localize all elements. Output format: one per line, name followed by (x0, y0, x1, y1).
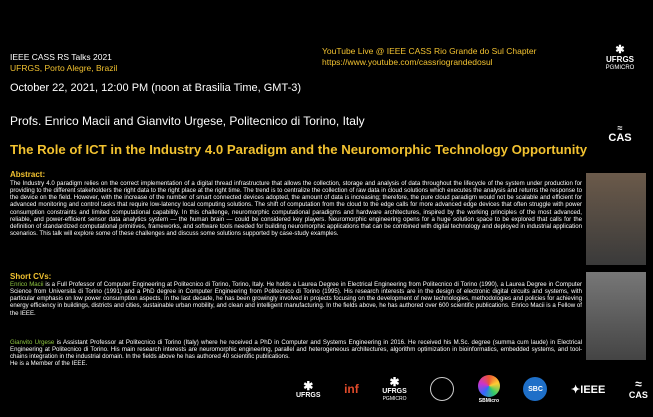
ufrgs-pgmicro-logo (598, 46, 642, 73)
ufrgs-emblem-icon: ✱ (615, 44, 625, 56)
speaker-photo-macii (586, 173, 646, 265)
ufrgs-emblem-icon: ✱ (303, 378, 314, 393)
cv-macii (10, 281, 582, 317)
ufrgs-pgmicro-logo-bottom (382, 376, 407, 402)
ufrgs-emblem-icon: ✱ (389, 375, 400, 389)
ufrgs-logo (296, 380, 321, 399)
cvs-label: Short CVs: (10, 272, 52, 281)
sbmicro-logo (478, 375, 500, 404)
cv-urgese (10, 339, 582, 368)
speaker-photo-urgese (586, 272, 646, 360)
youtube-link[interactable]: https://www.youtube.com/cassriograndedosul (322, 57, 493, 67)
youtube-channel: YouTube Live @ IEEE CASS Rio Grande do Sul Chapter (322, 46, 537, 56)
cv-text-urgese: is Assistant Professor at Politecnico di Torino (Italy) where he received a PhD in Computer and Systems Engineering in 2016. He received his M.Sc. degree (summa cum laude) in Electrical Engineering at Politecnico di Torino. His main research interests are neuromorphic engineering, parallel and heterogeneous architectures, algorithm optimization in bioinformatics, embedded systems, and tool-chains integration in the industrial domain. In the fields above he has authored 40 scientific publications. (10, 339, 582, 361)
ieee-logo (571, 383, 605, 396)
sbmicro-logo-text: SBMicro (478, 397, 500, 404)
event-info (10, 52, 117, 74)
pgmicro-logo-text: PGMICRO (382, 396, 407, 402)
talk-title: The Role of ICT in the Industry 4.0 Paradigm and the Neuromorphic Technology Opportunity (10, 142, 588, 157)
cas-logo-text: CAS (628, 390, 648, 400)
cv-name-macii: Enrico Macii (10, 281, 44, 288)
cas-logo-bottom (629, 378, 648, 400)
cv-tail-urgese: He is a Member of the IEEE. (10, 360, 88, 368)
cas-logo-text: CAS (608, 132, 632, 144)
sponsor-logos (296, 372, 648, 406)
ieee-logo-text: IEEE (580, 383, 606, 396)
abstract-text: The Industry 4.0 paradigm relies on the correct implementation of a digital thread infrastructure that allows the collection, storage and analysis of data throughout the lifecycle of the system under production for providing to the different stakeholders the right data to the right place at the right time. The trend is to centralize the collection of raw data in cloud solutions which executes the analysis and returns the response to the device on the field. However, with the increase of the number of smart connected devices adopted, the amount of data is increasing; therefore, the pure cloud paradigm would not be scalable and efficient for advanced monitoring and control tasks that require low-latency local computing solutions. The shift of computation from the cloud to the edge calls for more advanced edge devices that often struggle with power consumption constraints and limited computational capability. In this challenge, neuromorphic computational paradigms and hardware architectures, inspired by the working principles of the most advanced, reliable, and power-efficient sensor data analytics system — the human brain — could be considered key players. Neuromorphic engineering opens for a huge solution space to be explored that calls for the definition of standardized computational primitives, frameworks, and software tools needed for building neuromorphic applications that can be combined with digital technology and deployed in industrial application scenarios. This talk will explore some of these challenges and discuss some solutions supported by case-study examples. (10, 180, 582, 238)
inf-logo: inf (344, 382, 359, 396)
pgmicro-logo-text: PGMICRO (605, 65, 635, 71)
cv-text-macii: is a Full Professor of Computer Engineering at Politecnico di Torino, Torino, Italy. He holds a Laurea Degree in Electrical Engineering from Politecnico di Torino (1990), a Laurea Degree in Computer Science from Università di Torino (1991) and a PhD degree in Computer Engineering from Politecnico di Torino (1995). His research interests are in the design of electronic digital circuits and systems, with particular emphasis on low power consumption aspects. In the last decade, he has been growingly involved in projects focusing on the development of new technologies, methodologies and policies for achieving energy efficiency in buildings, districts and cities, sustainable urban mobility, and clean and intelligent manufacturing. In the fields above, he has authored over 600 scientific publications. Enrico Macii is a Fellow of the IEEE. (10, 281, 582, 317)
event-location: UFRGS, Porto Alegre, Brazil (10, 63, 118, 73)
event-date: October 22, 2021, 12:00 PM (noon at Brasilia Time, GMT-3) (10, 82, 302, 94)
ufrgs-logo-text: UFRGS (606, 55, 634, 64)
seal-logo-icon (430, 377, 454, 401)
abstract-label: Abstract: (10, 170, 46, 179)
cas-logo (600, 124, 640, 144)
cv-name-urgese: Gianvito Urgese (10, 339, 55, 346)
cas-wave-icon: ≈ (635, 377, 642, 391)
speakers: Profs. Enrico Macii and Gianvito Urgese, Politecnico di Torino, Italy (10, 114, 365, 128)
ieee-diamond-icon: ✦ (571, 383, 581, 396)
sbc-logo: SBC (523, 377, 547, 401)
sbmicro-emblem-icon (478, 375, 500, 397)
cas-wave-icon: ≈ (617, 123, 623, 133)
ufrgs-logo-text: UFRGS (382, 388, 407, 395)
event-name: IEEE CASS RS Talks 2021 (10, 52, 112, 62)
ufrgs-logo-text: UFRGS (296, 391, 321, 399)
youtube-info (322, 46, 536, 68)
